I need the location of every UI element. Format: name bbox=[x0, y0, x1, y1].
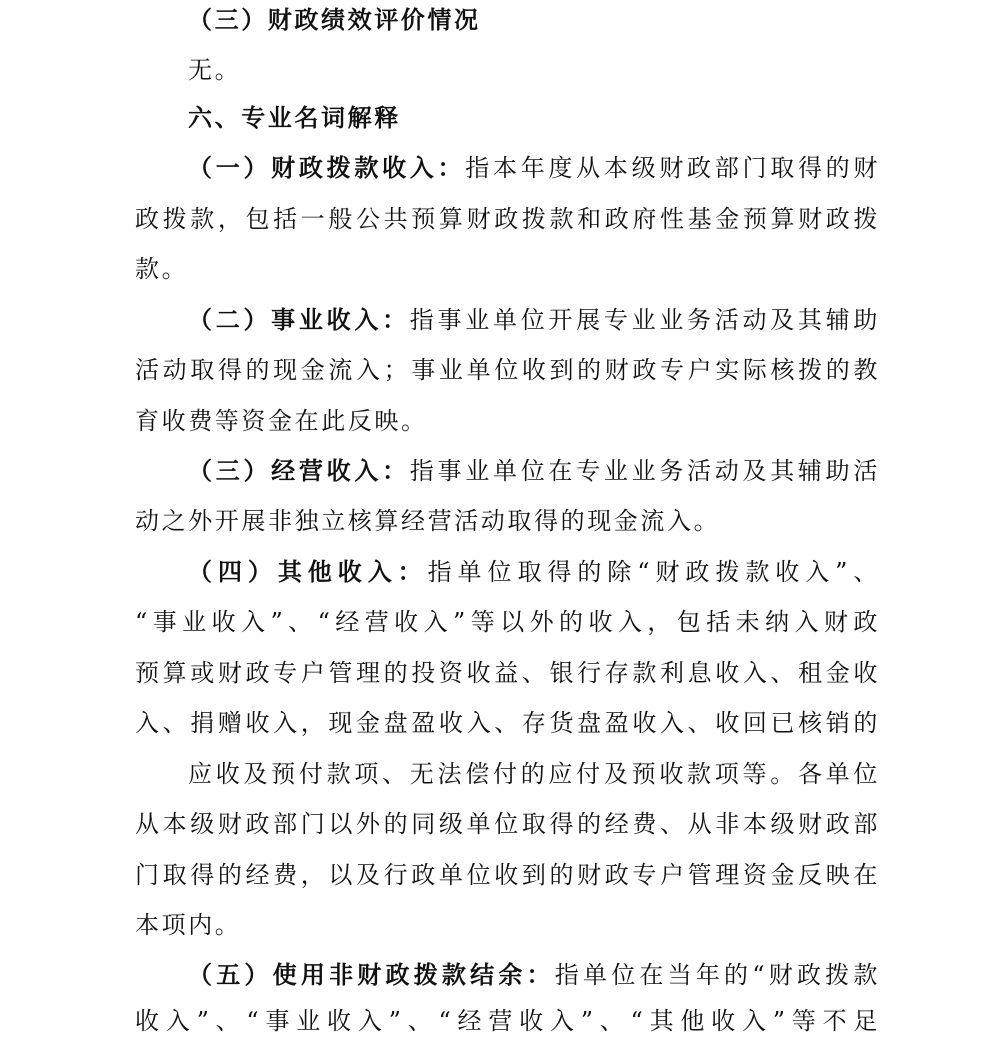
line-text: 预算或财政专户管理的投资收益、银行存款利息收入、租金收 bbox=[135, 659, 880, 687]
line-text: 收入”、“事业收入”、“经营收入”、“其他收入”等不足 bbox=[135, 1007, 880, 1035]
paragraph-line bbox=[135, 804, 880, 844]
definition-non-fiscal-surplus-line bbox=[188, 955, 880, 995]
paragraph-line bbox=[135, 1001, 880, 1041]
line-term: （一）财政拨款收入： bbox=[188, 154, 466, 182]
paragraph-line bbox=[135, 350, 880, 390]
paragraph-line bbox=[188, 50, 880, 90]
definition-fiscal-appropriation-line bbox=[188, 148, 880, 188]
line-term: （二）事业收入： bbox=[188, 306, 410, 334]
line-text: 指单位在当年的“财政拨款 bbox=[554, 961, 880, 989]
line-text: 政拨款，包括一般公共预算财政拨款和政府性基金预算财政拨 bbox=[135, 205, 880, 233]
section-heading-performance-evaluation bbox=[188, 0, 880, 40]
line-text: 入、捐赠收入，现金盘盈收入、存货盘盈收入、收回已核销的 bbox=[135, 709, 880, 737]
line-text: “事业收入”、“经营收入”等以外的收入，包括未纳入财政 bbox=[135, 608, 880, 636]
line-text: 指本年度从本级财政部门取得的财 bbox=[465, 154, 880, 182]
line-term: （三）财政绩效评价情况 bbox=[188, 6, 481, 34]
paragraph-line bbox=[135, 855, 880, 895]
paragraph-line bbox=[135, 905, 880, 945]
definition-other-income-line bbox=[188, 552, 880, 592]
line-text: 育收费等资金在此反映。 bbox=[135, 407, 428, 435]
definition-business-income-line bbox=[188, 300, 880, 340]
paragraph-line bbox=[188, 754, 880, 794]
line-term: （五）使用非财政拨款结余： bbox=[188, 961, 555, 989]
line-text: 活动取得的现金流入；事业单位收到的财政专户实际核拨的教 bbox=[135, 356, 880, 384]
line-text: 门取得的经费，以及行政单位收到的财政专户管理资金反映在 bbox=[135, 861, 880, 889]
paragraph-line bbox=[135, 401, 880, 441]
paragraph-line bbox=[135, 653, 880, 693]
line-text: 无。 bbox=[188, 56, 242, 84]
line-text: 从本级财政部门以外的同级单位取得的经费、从非本级财政部 bbox=[135, 810, 880, 838]
line-term: （四）其他收入： bbox=[188, 558, 428, 586]
line-text: 动之外开展非独立核算经营活动取得的现金流入。 bbox=[135, 507, 721, 535]
line-text: 指事业单位开展专业业务活动及其辅助 bbox=[409, 306, 880, 334]
line-text: 应收及预付款项、无法偿付的应付及预收款项等。各单位 bbox=[188, 760, 880, 788]
paragraph-line bbox=[135, 249, 880, 289]
line-text: 款。 bbox=[135, 255, 189, 283]
line-text: 本项内。 bbox=[135, 911, 242, 939]
paragraph-line bbox=[135, 602, 880, 642]
paragraph-line bbox=[135, 703, 880, 743]
line-text: 指事业单位在专业业务活动及其辅助活 bbox=[409, 457, 880, 485]
line-term: 六、专业名词解释 bbox=[188, 104, 401, 132]
paragraph-line bbox=[135, 501, 880, 541]
line-term: （三）经营收入： bbox=[188, 457, 410, 485]
line-text: 指单位取得的除“财政拨款收入”、 bbox=[427, 558, 880, 586]
definition-operating-income-line bbox=[188, 451, 880, 491]
section-heading-glossary bbox=[188, 98, 880, 138]
paragraph-line bbox=[135, 199, 880, 239]
